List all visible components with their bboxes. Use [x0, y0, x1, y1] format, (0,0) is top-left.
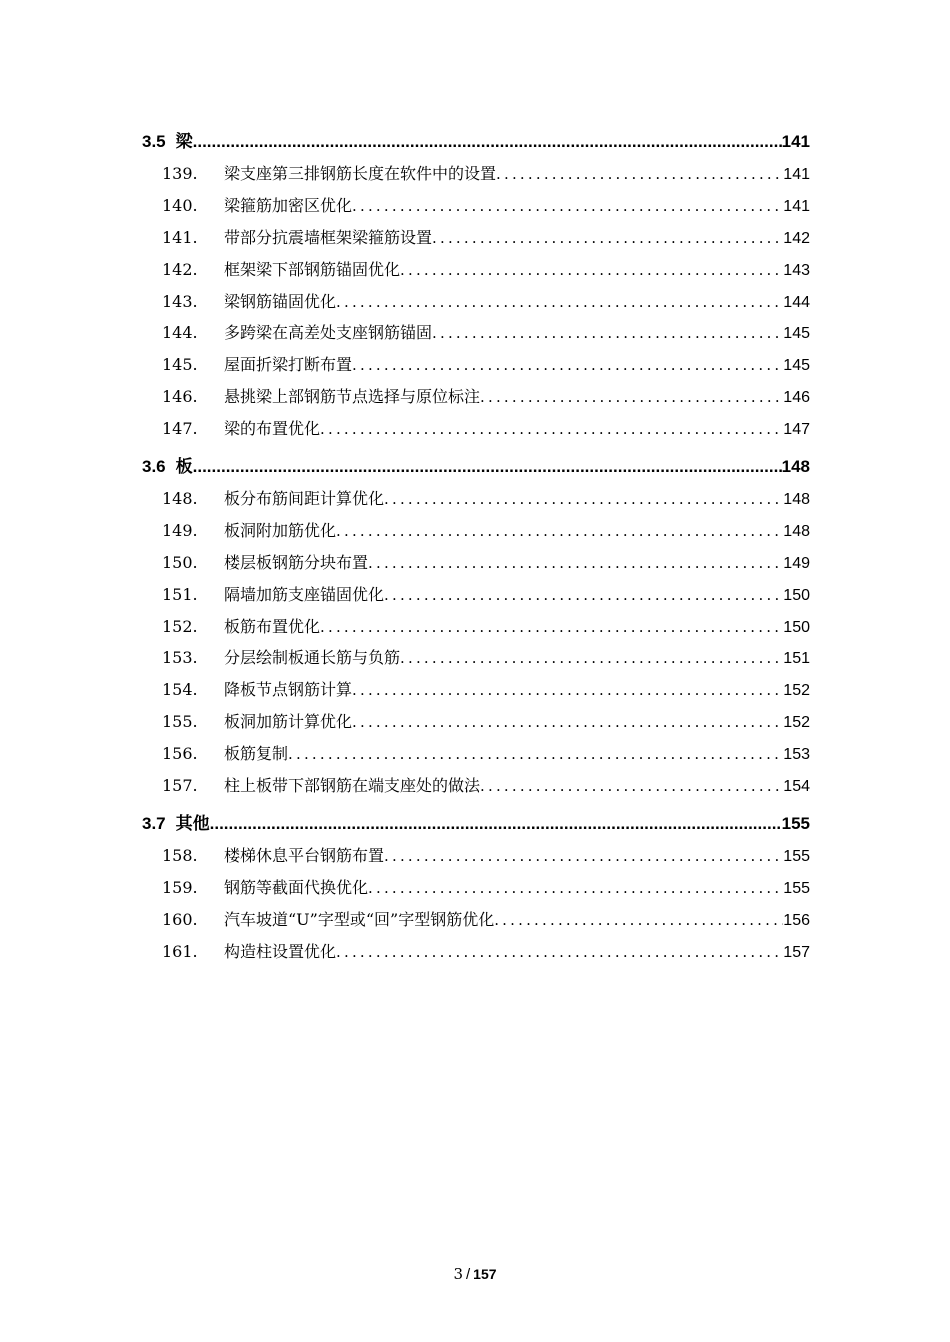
entry-number: 145. — [162, 355, 198, 375]
toc-entry[interactable] — [142, 190, 810, 222]
toc-entry[interactable] — [142, 872, 810, 904]
dot-leader — [384, 484, 783, 516]
toc-entry[interactable] — [142, 254, 810, 286]
entry-page-number: 144 — [783, 293, 810, 311]
toc-entry[interactable] — [142, 936, 810, 968]
entry-number: 160. — [162, 909, 198, 929]
entry-page-number: 156 — [783, 911, 810, 929]
toc-section-heading[interactable] — [142, 808, 810, 840]
dot-leader — [352, 675, 783, 707]
entry-page-number: 154 — [783, 778, 810, 796]
entry-page-number: 157 — [783, 943, 810, 961]
entry-title: 楼梯休息平台钢筋布置 — [224, 845, 385, 865]
entry-number: 159. — [162, 877, 198, 897]
entry-title: 汽车坡道“U”字型或“回”字型钢筋优化 — [224, 909, 495, 929]
dot-leader — [352, 350, 783, 382]
toc-entry[interactable] — [142, 840, 810, 872]
dot-leader — [480, 382, 783, 414]
section-title: 梁 — [175, 132, 193, 151]
toc-entry[interactable] — [142, 738, 810, 770]
entry-page-number: 141 — [783, 197, 810, 215]
entry-page-number: 148 — [783, 522, 810, 540]
entry-title: 楼层板钢筋分块布置 — [224, 552, 369, 572]
dot-leader — [432, 318, 783, 350]
toc-entry[interactable] — [142, 642, 810, 674]
entry-title: 屋面折梁打断布置 — [224, 355, 353, 375]
entry-title: 悬挑梁上部钢筋节点选择与原位标注 — [224, 387, 481, 407]
entry-number: 150. — [162, 552, 198, 572]
toc-entry[interactable] — [142, 611, 810, 643]
dot-leader — [320, 612, 783, 644]
table-of-contents — [142, 126, 810, 967]
section-number: 3.7 — [142, 813, 166, 833]
dot-leader — [193, 451, 782, 483]
toc-section-heading[interactable] — [142, 451, 810, 483]
dot-leader — [480, 771, 783, 803]
entry-number: 140. — [162, 195, 198, 215]
entry-title: 梁箍筋加密区优化 — [224, 195, 353, 215]
dot-leader — [193, 126, 782, 158]
entry-title: 板分布筋间距计算优化 — [224, 489, 385, 509]
section-number: 3.6 — [142, 457, 166, 477]
entry-title: 板筋复制 — [224, 744, 289, 764]
section-page-number: 148 — [781, 457, 810, 477]
page-footer — [0, 1265, 950, 1284]
toc-entry[interactable] — [142, 579, 810, 611]
entry-title: 分层绘制板通长筋与负筋 — [224, 648, 401, 668]
entry-title: 构造柱设置优化 — [224, 941, 337, 961]
entry-number: 144. — [162, 323, 198, 343]
entry-page-number: 152 — [783, 714, 810, 732]
dot-leader — [368, 873, 783, 905]
entry-title: 板洞附加筋优化 — [224, 520, 337, 540]
toc-section-heading[interactable] — [142, 126, 810, 158]
toc-entry[interactable] — [142, 286, 810, 318]
entry-title: 板筋布置优化 — [224, 616, 321, 636]
current-page-number: 3 — [453, 1265, 463, 1283]
entry-number: 149. — [162, 520, 198, 540]
dot-leader — [288, 739, 783, 771]
dot-leader — [496, 159, 783, 191]
entry-page-number: 141 — [783, 166, 810, 183]
entry-page-number: 152 — [783, 682, 810, 700]
dot-leader — [336, 937, 783, 969]
entry-number: 143. — [162, 291, 198, 311]
dot-leader — [384, 580, 783, 612]
entry-number: 141. — [162, 227, 198, 247]
entry-number: 161. — [162, 941, 198, 961]
toc-entry[interactable] — [142, 381, 810, 413]
entry-page-number: 143 — [783, 261, 810, 279]
entry-page-number: 150 — [783, 586, 810, 604]
entry-number: 153. — [162, 648, 198, 668]
entry-number: 157. — [162, 776, 198, 796]
entry-page-number: 155 — [783, 847, 810, 865]
entry-title: 柱上板带下部钢筋在端支座处的做法 — [224, 776, 481, 796]
toc-entry[interactable] — [142, 706, 810, 738]
toc-entry[interactable] — [142, 904, 810, 936]
entry-number: 152. — [162, 616, 198, 636]
dot-leader — [336, 287, 783, 319]
entry-page-number: 153 — [783, 746, 810, 764]
toc-entry[interactable] — [142, 413, 810, 445]
entry-number: 139. — [162, 164, 198, 183]
entry-page-number: 145 — [783, 325, 810, 343]
section-page-number: 141 — [781, 132, 810, 151]
entry-number: 148. — [162, 489, 198, 509]
dot-leader — [494, 905, 783, 937]
dot-leader — [336, 516, 783, 548]
page-separator: / — [466, 1266, 471, 1283]
entry-number: 156. — [162, 744, 198, 764]
entry-title: 框架梁下部钢筋锚固优化 — [224, 259, 401, 279]
toc-entry[interactable] — [142, 674, 810, 706]
entry-number: 142. — [162, 259, 198, 279]
dot-leader — [352, 191, 783, 223]
entry-title: 梁钢筋锚固优化 — [224, 291, 337, 311]
entry-page-number: 145 — [783, 357, 810, 375]
entry-title: 降板节点钢筋计算 — [224, 680, 353, 700]
toc-entry[interactable] — [142, 158, 810, 190]
dot-leader — [384, 841, 783, 873]
entry-title: 梁的布置优化 — [224, 419, 321, 439]
entry-number: 147. — [162, 419, 198, 439]
toc-entry[interactable] — [142, 317, 810, 349]
entry-title: 多跨梁在高差处支座钢筋锚固 — [224, 323, 433, 343]
toc-entry[interactable] — [142, 515, 810, 547]
entry-number: 154. — [162, 680, 198, 700]
dot-leader — [400, 643, 783, 675]
toc-entry[interactable] — [142, 222, 810, 254]
section-page-number: 155 — [781, 813, 810, 833]
entry-page-number: 155 — [783, 879, 810, 897]
dot-leader — [368, 548, 783, 580]
toc-entry[interactable] — [142, 547, 810, 579]
dot-leader — [210, 808, 782, 840]
entry-number: 158. — [162, 845, 198, 865]
dot-leader — [352, 707, 783, 739]
entry-title: 带部分抗震墙框架梁箍筋设置 — [224, 227, 433, 247]
dot-leader — [432, 223, 783, 255]
toc-entry[interactable] — [142, 483, 810, 515]
entry-title: 隔墙加筋支座锚固优化 — [224, 584, 385, 604]
entry-number: 146. — [162, 387, 198, 407]
section-title: 板 — [175, 457, 193, 477]
entry-page-number: 149 — [783, 554, 810, 572]
entry-page-number: 147 — [783, 421, 810, 439]
entry-page-number: 150 — [783, 618, 810, 636]
entry-page-number: 148 — [783, 491, 810, 509]
section-number: 3.5 — [142, 132, 166, 151]
entry-page-number: 142 — [783, 229, 810, 247]
entry-number: 151. — [162, 584, 198, 604]
entry-number: 155. — [162, 712, 198, 732]
entry-title: 梁支座第三排钢筋长度在软件中的设置 — [224, 164, 497, 183]
entry-title: 板洞加筋计算优化 — [224, 712, 353, 732]
section-title: 其他 — [175, 813, 210, 833]
entry-page-number: 146 — [783, 389, 810, 407]
total-pages: 157 — [473, 1266, 497, 1282]
dot-leader — [320, 414, 783, 446]
dot-leader — [400, 255, 783, 287]
toc-entry[interactable] — [142, 770, 810, 802]
entry-page-number: 151 — [783, 650, 810, 668]
toc-entry[interactable] — [142, 349, 810, 381]
entry-title: 钢筋等截面代换优化 — [224, 877, 369, 897]
